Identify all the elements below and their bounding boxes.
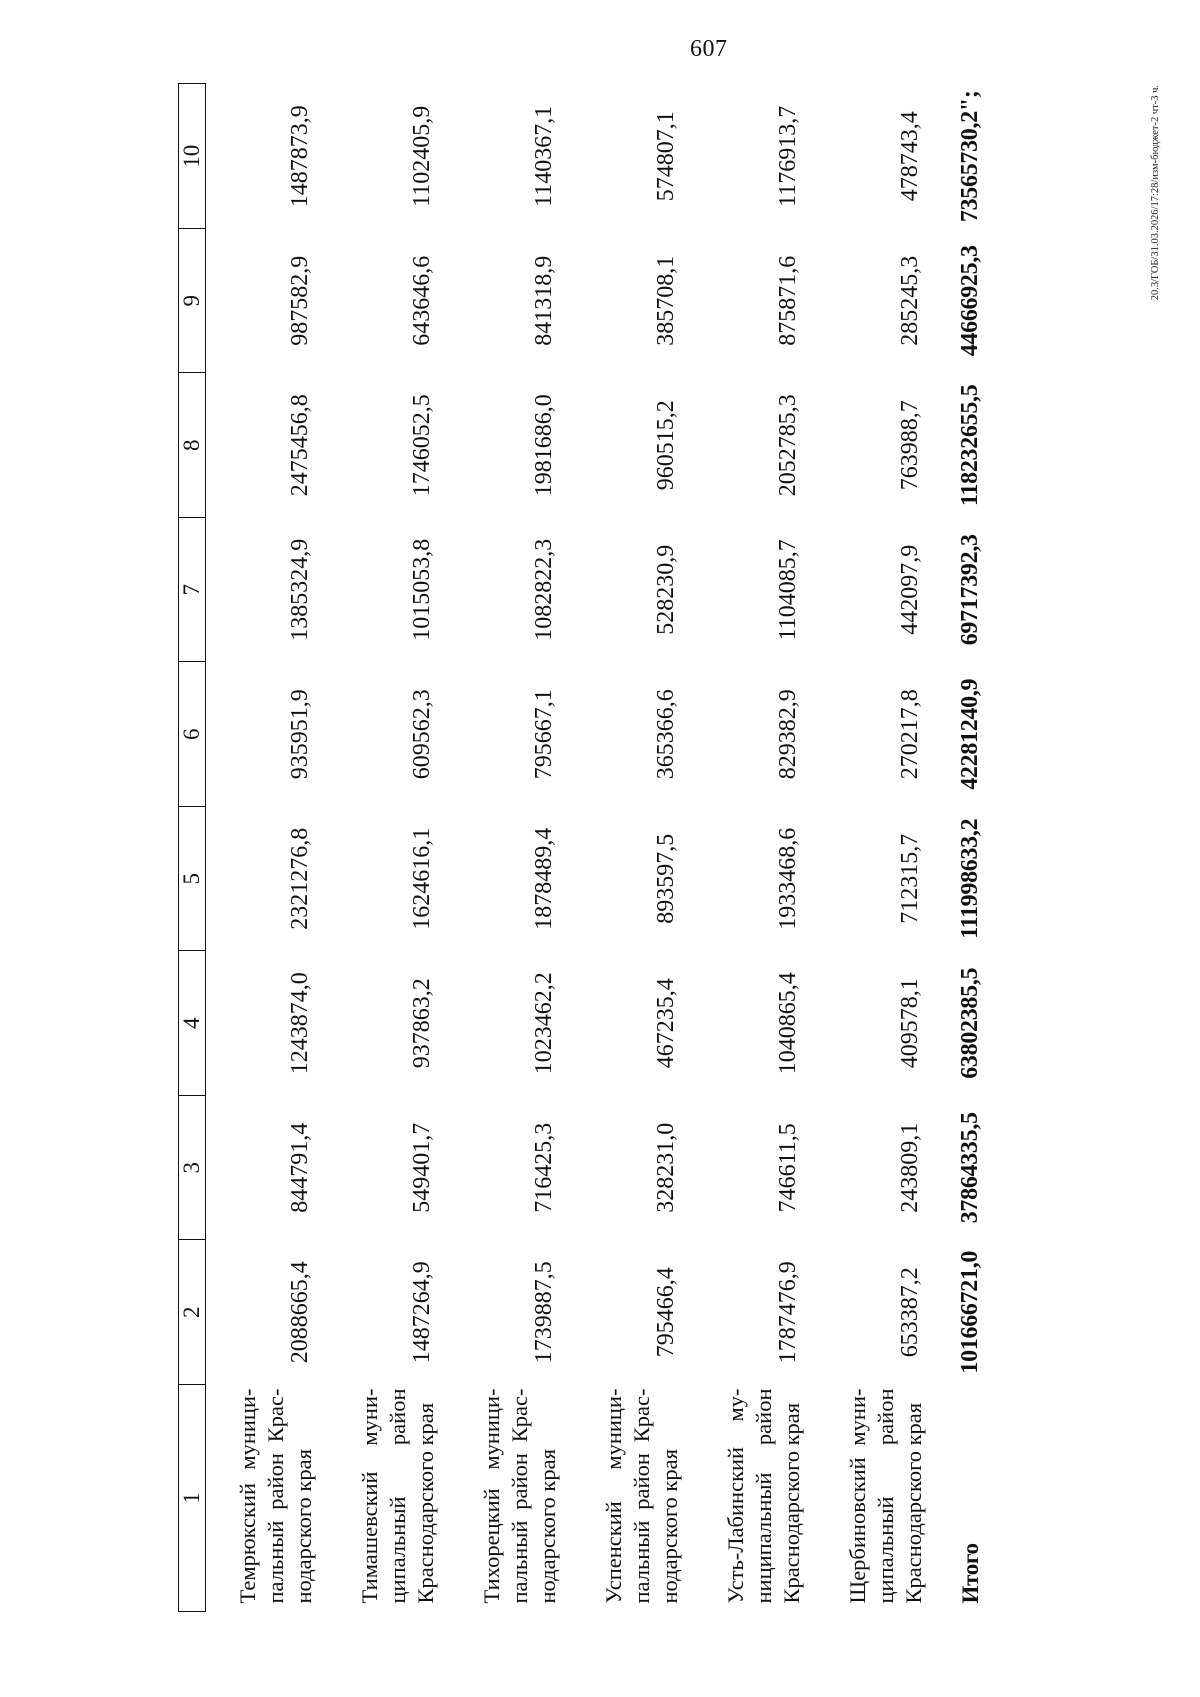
table-cell: 2088665,4	[287, 1261, 313, 1364]
table-cell: 285245,3	[897, 255, 923, 346]
table-cell: 1981686,0	[531, 394, 557, 497]
table-cell: 478743,4	[897, 111, 923, 202]
total-cell: 37864335,5	[956, 1112, 983, 1224]
district-name: Тимашевский муни-ципальный район Краснодарского края	[357, 1388, 438, 1604]
total-cell: 118232655,5	[956, 384, 983, 506]
table-cell: 1082822,3	[531, 538, 557, 641]
total-cell: 69717392,3	[956, 534, 983, 646]
table-header-row	[179, 84, 206, 1612]
district-name: Тихорецкий муници-пальный район Крас-нодарского края	[479, 1388, 560, 1604]
table-cell: 409578,1	[897, 978, 923, 1069]
table-cell: 844791,4	[287, 1122, 313, 1213]
table-cell: 467235,4	[653, 978, 679, 1069]
table-cell: 960515,2	[653, 400, 679, 491]
table-cell: 1746052,5	[409, 394, 435, 497]
table-cell: 1040865,4	[775, 972, 801, 1075]
column-number-1: 1	[179, 1385, 206, 1612]
table-cell: 328231,0	[653, 1122, 679, 1213]
total-cell: 63802385,5	[956, 967, 983, 1079]
table-cell: 442097,9	[897, 544, 923, 635]
table-cell: 829382,9	[775, 689, 801, 780]
table-row	[206, 84, 329, 1612]
table-cell: 1487873,9	[287, 105, 313, 208]
column-number-7: 7	[179, 518, 206, 663]
table-cell: 1243874,0	[287, 972, 313, 1075]
district-name: Успенский муници-пальный район Крас-нодарского края	[601, 1388, 682, 1604]
table-cell: 2052785,3	[775, 394, 801, 497]
column-number-5: 5	[179, 807, 206, 952]
table-cell: 1176913,7	[775, 105, 801, 207]
column-number-4: 4	[179, 951, 206, 1096]
column-number-6: 6	[179, 662, 206, 807]
table-cell: 1739887,5	[531, 1261, 557, 1364]
table-cell: 875871,6	[775, 255, 801, 346]
table-cell: 2475456,8	[287, 394, 313, 497]
table-cell: 385708,1	[653, 255, 679, 346]
table-cell: 1102405,9	[409, 105, 435, 207]
table-cell: 574807,1	[653, 111, 679, 202]
total-cell: 44666925,3	[956, 245, 983, 357]
total-row	[938, 84, 1008, 1612]
table-cell: 528230,9	[653, 544, 679, 635]
table-cell: 841318,9	[531, 255, 557, 346]
total-cell: 42281240,9	[956, 678, 983, 790]
table-cell: 365366,6	[653, 689, 679, 780]
table-cell: 746611,5	[775, 1123, 801, 1213]
table-cell: 1104085,7	[775, 539, 801, 641]
column-number-2: 2	[179, 1240, 206, 1385]
total-cell: 111998633,2	[956, 818, 983, 939]
district-name: Усть-Лабинский му-ниципальный район Краснодарского края	[723, 1388, 804, 1604]
page-number: 607	[690, 36, 728, 62]
district-name: Щербиновский муни-ципальный район Краснодарского края	[845, 1388, 926, 1604]
total-label: Итого	[958, 1543, 983, 1604]
table-cell: 1487264,9	[409, 1261, 435, 1364]
table-cell: 270217,8	[897, 689, 923, 780]
table-cell: 549401,7	[409, 1122, 435, 1213]
table-cell: 1140367,1	[531, 105, 557, 207]
budget-table	[178, 84, 1008, 1613]
table-cell: 712315,7	[897, 833, 923, 924]
table-cell: 1787476,9	[775, 1261, 801, 1364]
table-cell: 609562,3	[409, 689, 435, 780]
table-cell: 1385324,9	[287, 538, 313, 641]
table-cell: 716425,3	[531, 1122, 557, 1213]
column-number-3: 3	[179, 1096, 206, 1241]
table-cell: 1878489,4	[531, 827, 557, 930]
table-cell: 795667,1	[531, 689, 557, 780]
column-number-9: 9	[179, 229, 206, 374]
table-cell: 937863,2	[409, 978, 435, 1069]
table-cell: 893597,5	[653, 833, 679, 924]
table-cell: 763988,7	[897, 400, 923, 491]
table-cell: 1023462,2	[531, 972, 557, 1075]
table-cell: 653387,2	[897, 1267, 923, 1358]
table-cell: 643646,6	[409, 255, 435, 346]
table-cell: 2321276,8	[287, 827, 313, 930]
table-row	[694, 84, 816, 1612]
table-row	[572, 84, 694, 1612]
total-cell: 73565730,2";	[956, 90, 983, 223]
table-cell: 795466,4	[653, 1267, 679, 1358]
table-cell: 987582,9	[287, 255, 313, 346]
total-cell: 101666721,0	[956, 1250, 983, 1374]
district-name: Темрюкский муници-пальный район Крас-нодарского края	[235, 1388, 316, 1604]
table-row	[816, 84, 938, 1612]
table-cell: 1015053,8	[409, 538, 435, 641]
column-number-8: 8	[179, 373, 206, 518]
column-number-10: 10	[179, 84, 206, 229]
document-stamp-note: 20.3/ГОБ/31.03.2026/17:28/изм-бюджет-2 чт-3 ч.	[1150, 85, 1161, 301]
table-row	[328, 84, 450, 1612]
table-cell: 1933468,6	[775, 827, 801, 930]
table-row	[450, 84, 572, 1612]
table-cell: 243809,1	[897, 1122, 923, 1213]
table-cell: 1624616,1	[409, 827, 435, 930]
table-cell: 935951,9	[287, 689, 313, 780]
rotated-table-container	[178, 84, 983, 1612]
